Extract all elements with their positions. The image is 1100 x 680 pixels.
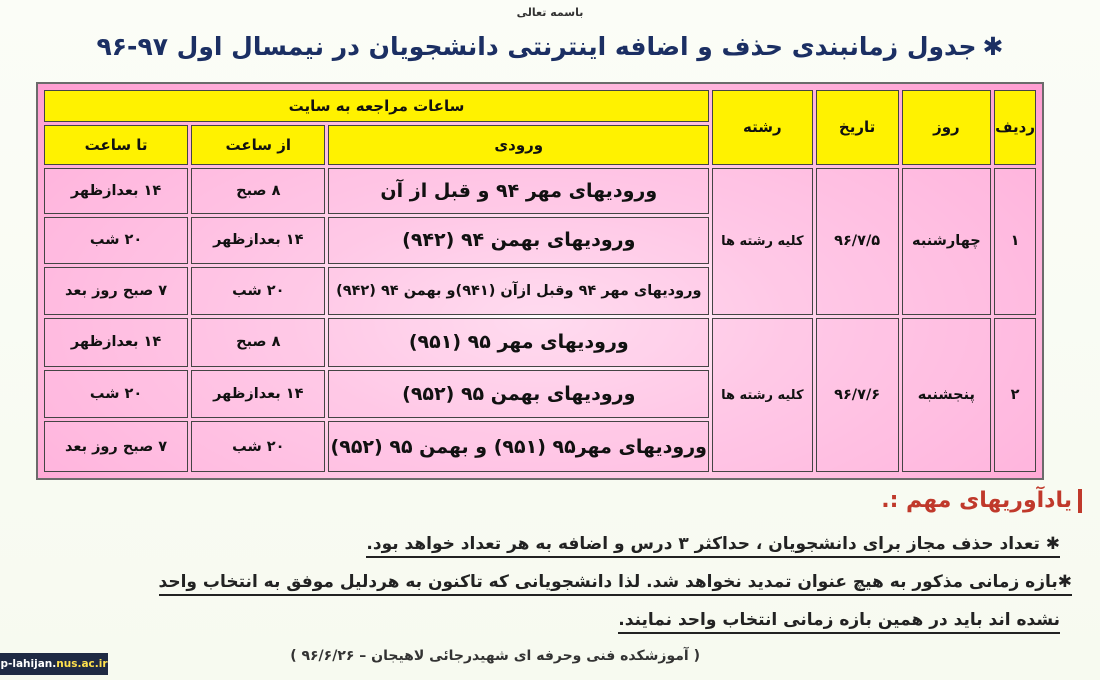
header-vorudi: ورودی (328, 125, 709, 165)
cell-radif: ۱ (994, 168, 1036, 315)
header-radif: ردیف (994, 90, 1036, 165)
cell-vorudi: ورودیهای مهر۹۵ (۹۵۱) و بهمن ۹۵ (۹۵۲) (328, 421, 709, 472)
note-text: ✱ تعداد حذف مجاز برای دانشجویان ، حداکثر ۳ درس و اضافه به هر تعداد خواهد بود. (366, 534, 1060, 558)
header-saat-group: ساعات مراجعه به سایت (44, 90, 709, 122)
header-ta-saat: تا ساعت (44, 125, 188, 165)
cell-az-saat: ۸ صبح (191, 318, 325, 367)
header-row-1 (44, 90, 1036, 122)
notes-heading-bar (1078, 489, 1082, 513)
schedule-table-frame (36, 82, 1044, 480)
cell-az-saat: ۲۰ شب (191, 267, 325, 316)
site-logo[interactable] (0, 653, 108, 675)
header-reshte: رشته (712, 90, 812, 165)
cell-tarikh: ۹۶/۷/۶ (816, 318, 899, 472)
note-item (159, 572, 1072, 592)
cell-ta-saat: ۲۰ شب (44, 370, 188, 419)
cell-ta-saat: ۱۴ بعدازظهر (44, 318, 188, 367)
notes-heading (881, 488, 1082, 513)
cell-reshte: کلیه رشته ها (712, 168, 812, 315)
cell-az-saat: ۱۴ بعدازظهر (191, 370, 325, 419)
header-az-saat: از ساعت (191, 125, 325, 165)
footer-text: ( آموزشکده فنی وحرفه ای شهیدرجائی لاهیجان – ۹۶/۶/۲۶ ) (290, 648, 700, 664)
star-icon: ✱ (982, 32, 1004, 61)
cell-ta-saat: ۲۰ شب (44, 217, 188, 263)
cell-rooz: چهارشنبه (902, 168, 992, 315)
cell-vorudi: ورودیهای بهمن ۹۵ (۹۵۲) (328, 370, 709, 419)
note-text: ✱بازه زمانی مذکور به هیچ عنوان تمدید نخواهد شد. لذا دانشجویانی که تاکنون به هردلیل موفق به انتخاب واحد (159, 572, 1072, 596)
table-row (44, 318, 1036, 367)
cell-ta-saat: ۷ صبح روز بعد (44, 421, 188, 472)
page-title (0, 32, 1100, 61)
cell-radif: ۲ (994, 318, 1036, 472)
cell-rooz: پنجشنبه (902, 318, 992, 472)
logo-domain: nus.ac.ir (56, 658, 108, 670)
header-rooz: روز (902, 90, 992, 165)
note-item (366, 534, 1060, 554)
cell-az-saat: ۱۴ بعدازظهر (191, 217, 325, 263)
cell-vorudi: ورودیهای مهر ۹۴ و قبل از آن (328, 168, 709, 214)
cell-ta-saat: ۱۴ بعدازظهر (44, 168, 188, 214)
note-text: نشده اند باید در همین بازه زمانی انتخاب واحد نمایند. (618, 610, 1060, 634)
cell-tarikh: ۹۶/۷/۵ (816, 168, 899, 315)
bismillah-text: باسمه تعالی (516, 6, 584, 19)
cell-vorudi: ورودیهای مهر ۹۵ (۹۵۱) (328, 318, 709, 367)
header-tarikh: تاریخ (816, 90, 899, 165)
title-text: جدول زمانبندی حذف و اضافه اینترنتی دانشجویان در نیمسال اول ۹۷-۹۶ (96, 32, 977, 61)
cell-reshte: کلیه رشته ها (712, 318, 812, 472)
table-row (44, 168, 1036, 214)
cell-az-saat: ۲۰ شب (191, 421, 325, 472)
logo-prefix: p-lahijan. (0, 658, 57, 670)
note-item (618, 610, 1060, 630)
cell-vorudi: ورودیهای بهمن ۹۴ (۹۴۲) (328, 217, 709, 263)
cell-vorudi: ورودیهای مهر ۹۴ وقبل ازآن (۹۴۱)و بهمن ۹۴ (۹۴۲) (328, 267, 709, 316)
schedule-table (41, 87, 1039, 475)
cell-az-saat: ۸ صبح (191, 168, 325, 214)
cell-ta-saat: ۷ صبح روز بعد (44, 267, 188, 316)
notes-heading-text: یادآوریهای مهم :. (881, 488, 1072, 513)
